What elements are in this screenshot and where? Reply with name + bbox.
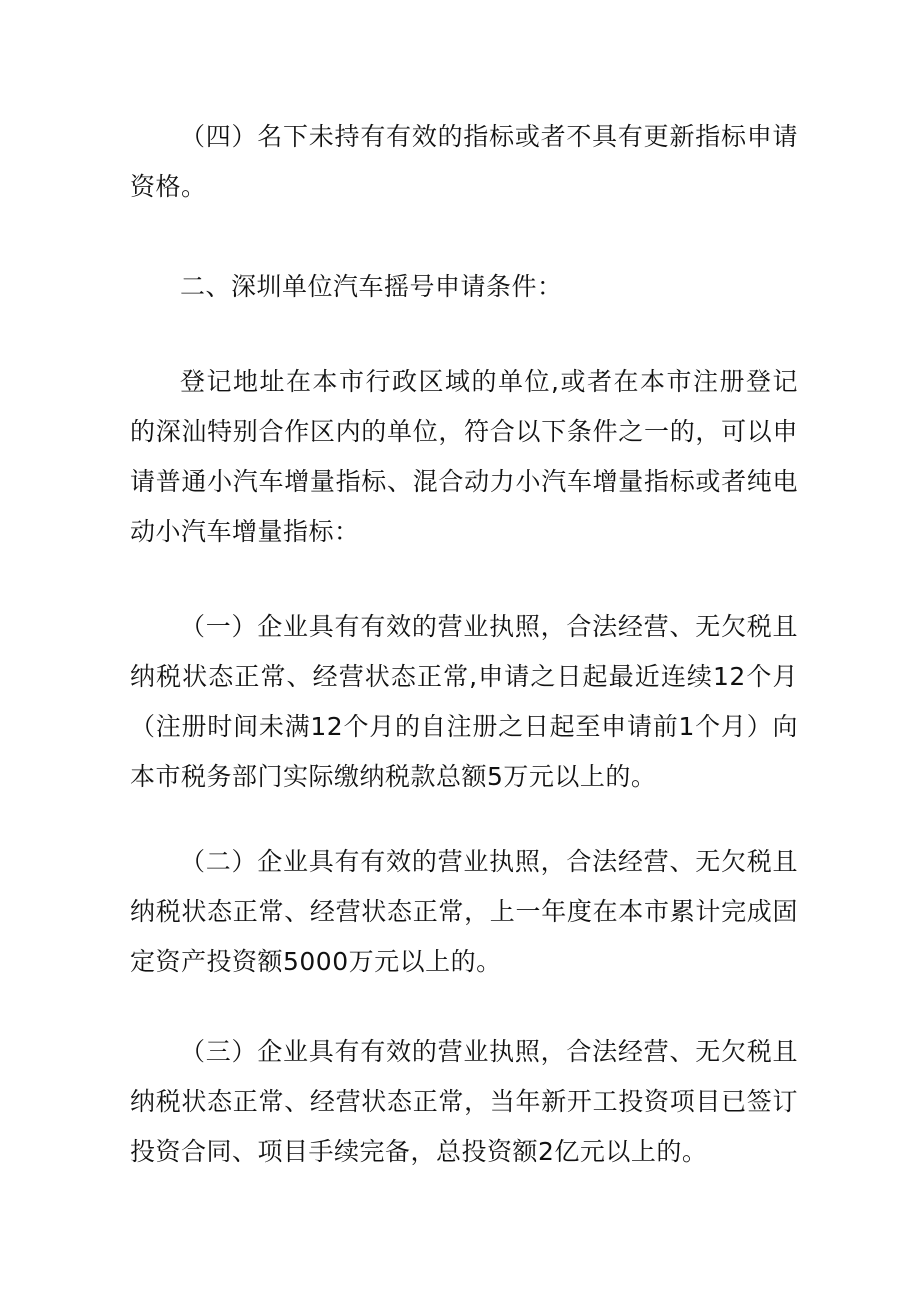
paragraph-condition-two: （二）企业具有有效的营业执照，合法经营、无欠税且纳税状态正常、经营状态正常，上一年度在本市累计完成固定资产投资额5000万元以上的。 — [130, 847, 798, 976]
paragraph-unit-eligibility: 登记地址在本市行政区域的单位,或者在本市注册登记的深汕特别合作区内的单位，符合以下条件之一的，可以申请普通小汽车增量指标、混合动力小汽车增量指标或者纯电动小汽车增量指标： — [130, 367, 798, 546]
paragraph-condition-three: （三）企业具有有效的营业执照，合法经营、无欠税且纳税状态正常、经营状态正常，当年新开工投资项目已签订投资合同、项目手续完备，总投资额2亿元以上的。 — [130, 1037, 798, 1166]
paragraph-condition-four: （四）名下未持有有效的指标或者不具有更新指标申请资格。 — [130, 122, 798, 201]
section-heading-unit-conditions: 二、深圳单位汽车摇号申请条件： — [180, 272, 563, 301]
paragraph-condition-one: （一）企业具有有效的营业执照，合法经营、无欠税且纳税状态正常、经营状态正常,申请之日起最近连续12个月（注册时间未满12个月的自注册之日起至申请前1个月）向本市税务部门实际缴纳税款总额5万元以上的。 — [130, 612, 798, 791]
